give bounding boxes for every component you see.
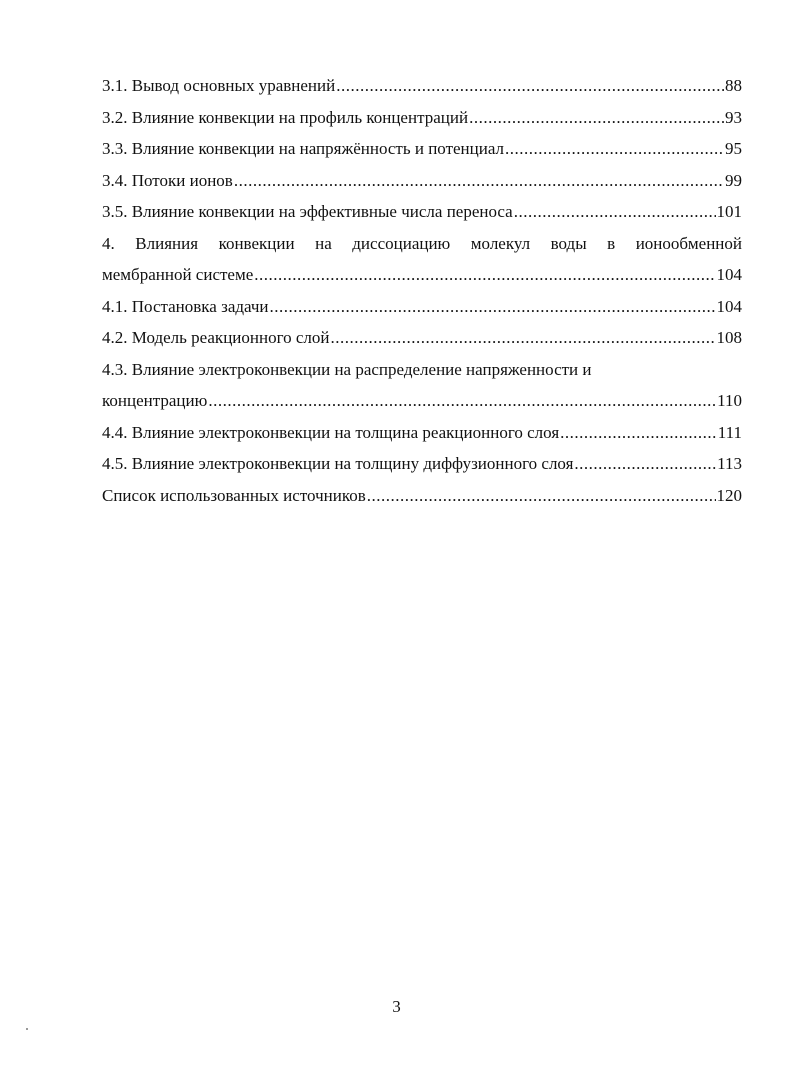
dot-leader <box>505 133 724 165</box>
dot-leader <box>234 165 724 197</box>
toc-entry-title: 3.4. Потоки ионов <box>102 170 233 190</box>
toc-entry-page: 95 <box>725 139 742 158</box>
toc-entry-title: 4.5. Влияние электроконвекции на толщину диффузионного слоя <box>102 454 574 473</box>
dot-leader <box>331 322 716 354</box>
toc-entry-page: 104 <box>716 296 742 316</box>
toc-entry-page: 101 <box>716 202 742 221</box>
toc-entry-title: 4.2. Модель реакционного слой <box>102 328 330 347</box>
toc-entry-page: 113 <box>717 454 742 473</box>
toc-entry-page: 88 <box>725 76 742 95</box>
toc-entry-4-2[interactable] <box>102 322 742 354</box>
dot-leader <box>208 385 716 417</box>
dot-leader <box>469 102 724 134</box>
toc-entry-references[interactable] <box>102 480 742 512</box>
toc-entry-page: 108 <box>716 328 742 347</box>
toc-entry-3-1[interactable] <box>102 70 742 102</box>
toc-entry-page: 120 <box>716 485 742 505</box>
page-number: 3 <box>392 997 401 1016</box>
dot-leader <box>367 480 716 512</box>
toc-entry-4-1[interactable] <box>102 291 742 323</box>
toc-entry-page: 99 <box>725 170 742 190</box>
toc-entry-title: 3.2. Влияние конвекции на профиль концентраций <box>102 107 469 127</box>
toc-entry-title: 3.5. Влияние конвекции на эффективные числа переноса <box>102 202 513 221</box>
dot-leader <box>254 259 715 291</box>
toc-entry-3-3[interactable] <box>102 133 742 165</box>
toc-entry-4[interactable] <box>102 228 742 291</box>
table-of-contents <box>102 70 742 511</box>
toc-entry-title-line2: концентрацию <box>102 391 208 410</box>
dot-leader <box>574 448 716 480</box>
scan-artifact <box>26 1028 28 1030</box>
dot-leader <box>514 196 716 228</box>
toc-entry-title-line2: мембранной системе <box>102 265 254 284</box>
toc-entry-3-5[interactable] <box>102 196 742 228</box>
toc-entry-title: 4.4. Влияние электроконвекции на толщина реакционного слоя <box>102 422 560 442</box>
toc-entry-title: 3.1. Вывод основных уравнений <box>102 76 336 95</box>
dot-leader <box>336 70 724 102</box>
toc-entry-4-4[interactable] <box>102 417 742 449</box>
toc-entry-title-line1: 4.3. Влияние электроконвекции на распределение напряженности и <box>102 359 592 379</box>
toc-entry-4-3[interactable] <box>102 354 742 417</box>
toc-entry-title-line1: 4. Влияния конвекции на диссоциацию молекул воды в ионообменной <box>102 233 742 253</box>
dot-leader <box>270 291 716 323</box>
toc-entry-title: Список использованных источников <box>102 485 366 505</box>
toc-entry-page: 93 <box>725 107 742 127</box>
toc-entry-3-4[interactable] <box>102 165 742 197</box>
toc-entry-page: 104 <box>716 265 742 284</box>
toc-entry-4-5[interactable] <box>102 448 742 480</box>
dot-leader <box>560 417 717 449</box>
toc-entry-page: 111 <box>717 422 742 442</box>
toc-entry-title: 4.1. Постановка задачи <box>102 296 269 316</box>
toc-entry-page: 110 <box>717 391 742 410</box>
toc-entry-title: 3.3. Влияние конвекции на напряжённость и потенциал <box>102 139 505 158</box>
toc-entry-3-2[interactable] <box>102 102 742 134</box>
